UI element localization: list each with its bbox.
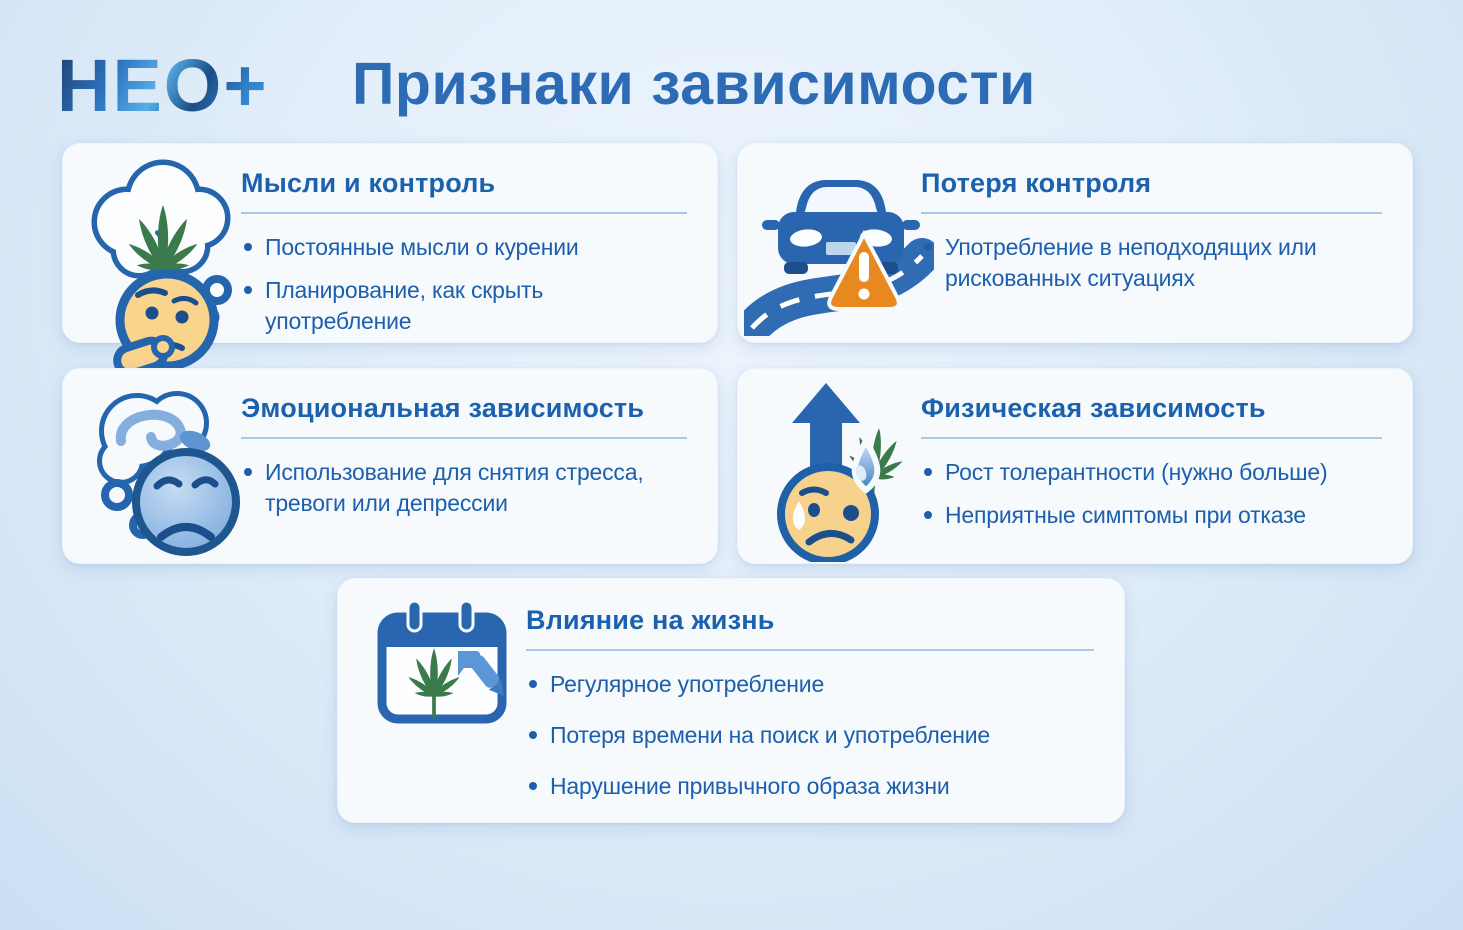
page-title: Признаки зависимости bbox=[352, 51, 1036, 117]
tolerance-icon-svg bbox=[754, 377, 914, 562]
divider bbox=[921, 437, 1382, 439]
bullet-item: Рост толерантности (нужно больше) bbox=[921, 457, 1382, 488]
logo-text: НЕО+ bbox=[57, 44, 269, 127]
card-title: Физическая зависимость bbox=[921, 393, 1266, 423]
thinking-face-icon-svg bbox=[75, 152, 240, 370]
divider bbox=[241, 437, 687, 439]
bullet-list bbox=[241, 457, 687, 519]
bullet-item: Планирование, как скрыть употребление bbox=[241, 275, 687, 337]
bullet-item: Использование для снятия стресса, тревоги или депрессии bbox=[241, 457, 687, 519]
bullet-item: Регулярное употребление bbox=[526, 669, 1094, 700]
divider bbox=[241, 212, 687, 214]
thinking-face-thought-bubble-cannabis-icon bbox=[75, 152, 240, 370]
car-road-warning-triangle-icon bbox=[744, 156, 934, 336]
bullet-list bbox=[921, 457, 1382, 531]
card-title: Влияние на жизнь bbox=[526, 605, 775, 635]
calendar-ring bbox=[460, 601, 473, 631]
bullet-item: Постоянные мысли о курении bbox=[241, 232, 687, 263]
card-title: Потеря контроля bbox=[921, 168, 1152, 198]
bullet-list bbox=[526, 669, 1094, 802]
card-title: Мысли и контроль bbox=[241, 168, 496, 198]
bullet-item: Потеря времени на поиск и употребление bbox=[526, 720, 1094, 751]
car-icon bbox=[762, 180, 920, 274]
up-arrow-cannabis-teardrop-sad-face-icon bbox=[754, 377, 914, 562]
calendar-header bbox=[382, 617, 502, 647]
bullet-item: Неприятные симптомы при отказе bbox=[921, 500, 1382, 531]
card-emotional-dependence bbox=[62, 368, 718, 564]
sad-blue-face-smoke-bubble-icon bbox=[83, 379, 243, 564]
thinking-face bbox=[114, 274, 214, 370]
bubble-trail-dot bbox=[105, 483, 129, 507]
bullet-item: Нарушение привычного образа жизни bbox=[526, 771, 1094, 802]
card-thoughts-control bbox=[62, 143, 718, 343]
bullet-list bbox=[921, 232, 1382, 294]
card-life-impact bbox=[337, 578, 1125, 823]
calendar-icon-svg bbox=[368, 595, 518, 727]
calendar-cannabis-pencil-icon bbox=[368, 595, 518, 727]
up-arrow-icon bbox=[792, 383, 860, 471]
divider bbox=[526, 649, 1094, 651]
card-physical-dependence bbox=[737, 368, 1413, 564]
card-title: Эмоциональная зависимость bbox=[241, 393, 645, 423]
sad-blue-face bbox=[136, 452, 236, 552]
car-road-icon-svg bbox=[744, 156, 934, 336]
bullet-item: Употребление в неподходящих или рискованных ситуациях bbox=[921, 232, 1382, 294]
card-loss-of-control bbox=[737, 143, 1413, 343]
sad-blue-face-icon-svg bbox=[83, 379, 243, 564]
bullet-list bbox=[241, 232, 687, 337]
calendar-ring bbox=[408, 601, 421, 631]
neo-plus-logo bbox=[57, 40, 269, 132]
divider bbox=[921, 212, 1382, 214]
